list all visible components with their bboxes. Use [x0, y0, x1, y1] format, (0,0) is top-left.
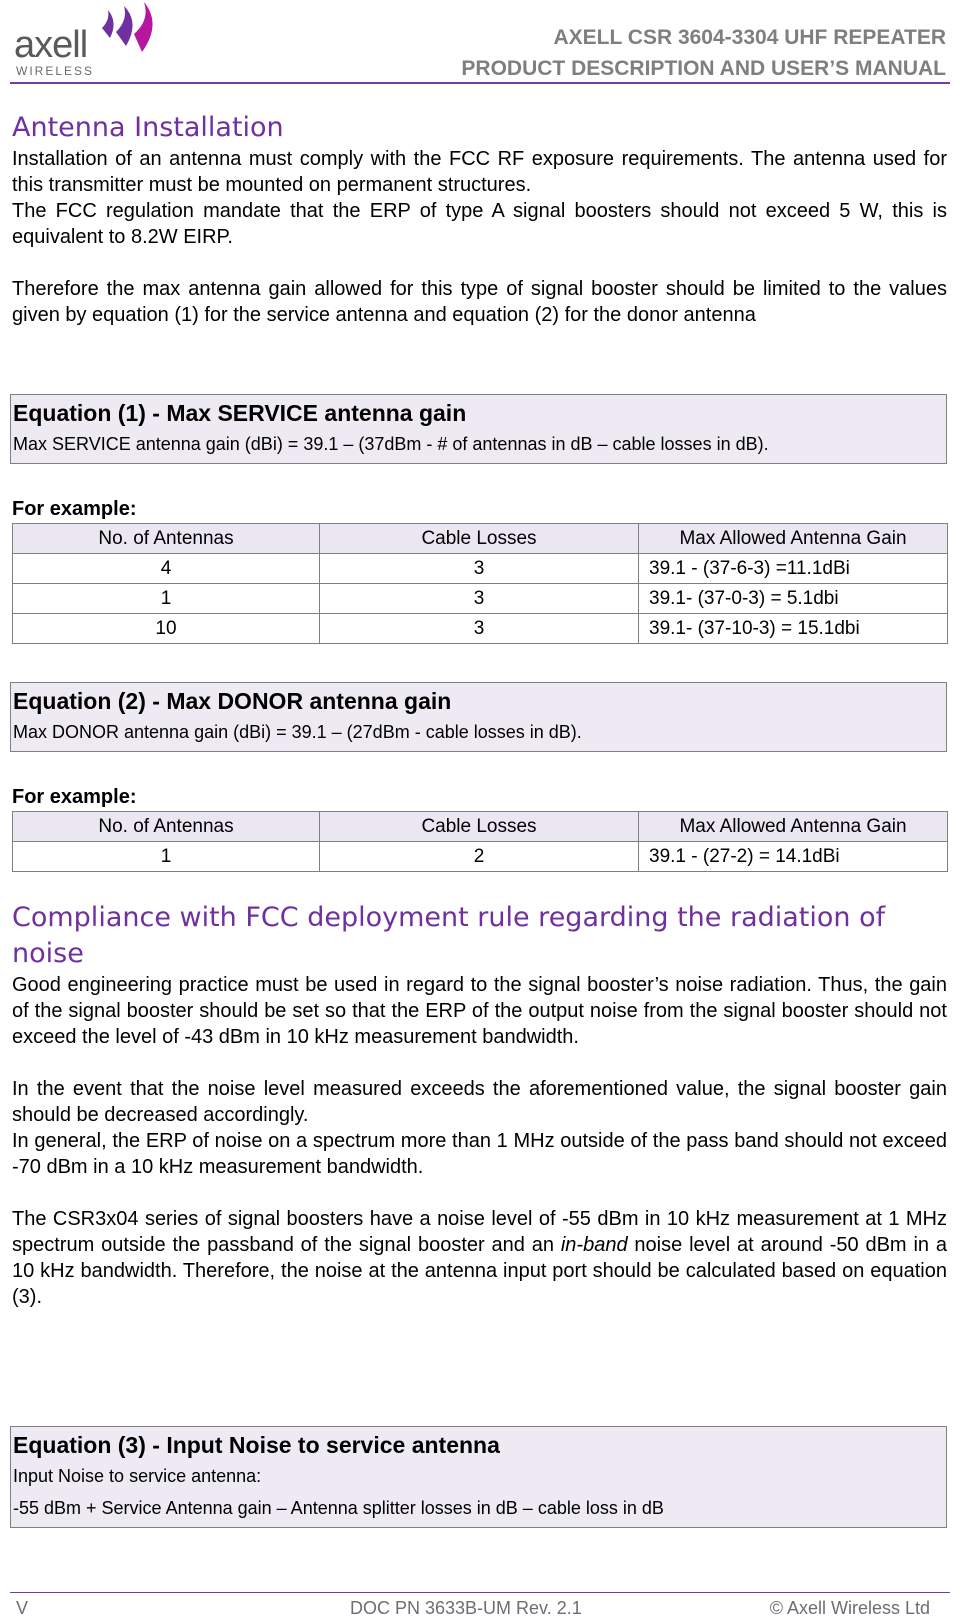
footer-page-number: V: [16, 1598, 29, 1618]
column-header: Cable Losses: [320, 812, 639, 842]
equation-2-title: Equation (2) - Max DONOR antenna gain: [13, 688, 452, 714]
table-row: [13, 584, 948, 614]
equation-1-title: Equation (1) - Max SERVICE antenna gain: [13, 400, 467, 426]
equation-2-formula: Max DONOR antenna gain (dBi) = 39.1 – (27dBm - cable losses in dB).: [13, 722, 582, 742]
logo-chevrons-icon: [96, 2, 160, 54]
axell-logo: [14, 2, 164, 78]
table-cell: 10: [13, 614, 320, 644]
table-cell: 3: [320, 554, 639, 584]
example-2-table: [12, 811, 948, 872]
compliance-text: [12, 972, 947, 1310]
paragraph: The FCC regulation mandate that the ERP of type A signal boosters should not exceed 5 W, this is equivalent to 8.2W EIRP.: [12, 200, 947, 248]
column-header: No. of Antennas: [13, 812, 320, 842]
footer-divider: [10, 1592, 950, 1593]
footer-document-number: DOC PN 3633B-UM Rev. 2.1: [350, 1598, 582, 1618]
antenna-installation-text: [12, 146, 947, 328]
table-cell: 4: [13, 554, 320, 584]
table-row: [13, 842, 948, 872]
table-row: [13, 554, 948, 584]
example-1-table: [12, 523, 948, 644]
text-run: The CSR3x04 series of signal boosters have a noise level of -55 dBm in 10 kHz measurement at 1 MHz spectrum outside the passband of the signal booster and an: [12, 1208, 947, 1256]
equation-3-line-1: Input Noise to service antenna:: [13, 1466, 262, 1486]
document-title: [461, 22, 946, 84]
footer-copyright: © Axell Wireless Ltd: [769, 1598, 930, 1618]
paragraph: Installation of an antenna must comply with the FCC RF exposure requirements. The antenna used for this transmitter must be mounted on permanent structures.: [12, 148, 947, 196]
equation-1-formula: Max SERVICE antenna gain (dBi) = 39.1 – (37dBm - # of antennas in dB – cable losses in dB).: [13, 434, 769, 454]
column-header: Max Allowed Antenna Gain: [639, 812, 948, 842]
section-heading-antenna-installation: Antenna Installation: [12, 112, 284, 143]
document-title-line-1: AXELL CSR 3604-3304 UHF REPEATER: [553, 26, 946, 49]
table-cell: 1: [13, 842, 320, 872]
table-header-row: [13, 524, 948, 554]
table-header-row: [13, 812, 948, 842]
table-cell: 3: [320, 584, 639, 614]
table-row: [13, 614, 948, 644]
table-cell: 1: [13, 584, 320, 614]
equation-3-box: [10, 1426, 947, 1528]
paragraph: [12, 1206, 947, 1310]
table-cell: 39.1- (37-10-3) = 15.1dbi: [639, 614, 948, 644]
paragraph: Therefore the max antenna gain allowed for this type of signal booster should be limited to the values given by equation (1) for the service antenna and equation (2) for the donor antenna: [12, 278, 947, 326]
table-cell: 39.1- (37-0-3) = 5.1dbi: [639, 584, 948, 614]
document-title-line-2: PRODUCT DESCRIPTION AND USER’S MANUAL: [461, 57, 946, 80]
logo-subtitle: WIRELESS: [16, 64, 95, 78]
equation-1-box: [10, 394, 947, 464]
paragraph: Good engineering practice must be used in regard to the signal booster’s noise radiation. Thus, the gain of the signal booster should be set so that the ERP of the output noise from the signal booster should not exceed the level of -43 dBm in 10 kHz measurement bandwidth.: [12, 974, 947, 1048]
equation-3-line-2: -55 dBm + Service Antenna gain – Antenna splitter losses in dB – cable loss in dB: [13, 1498, 664, 1518]
paragraph: In the event that the noise level measured exceeds the aforementioned value, the signal booster gain should be decreased accordingly.: [12, 1078, 947, 1126]
column-header: No. of Antennas: [13, 524, 320, 554]
table-cell: 39.1 - (37-6-3) =11.1dBi: [639, 554, 948, 584]
emphasis-in-band: in-band: [560, 1234, 628, 1256]
paragraph: In general, the ERP of noise on a spectrum more than 1 MHz outside of the pass band should not exceed -70 dBm in a 10 kHz measurement bandwidth.: [12, 1130, 947, 1178]
page-header: [0, 0, 960, 84]
equation-2-box: [10, 682, 947, 752]
column-header: Max Allowed Antenna Gain: [639, 524, 948, 554]
header-divider: [10, 82, 950, 84]
table-cell: 3: [320, 614, 639, 644]
table-cell: 39.1 - (27-2) = 14.1dBi: [639, 842, 948, 872]
section-heading-compliance: Compliance with FCC deployment rule regarding the radiation of noise: [12, 902, 886, 969]
example-2-label: For example:: [12, 786, 137, 808]
example-1-label: For example:: [12, 498, 137, 520]
table-cell: 2: [320, 842, 639, 872]
logo-wordmark: axell: [14, 24, 88, 66]
column-header: Cable Losses: [320, 524, 639, 554]
equation-3-title: Equation (3) - Input Noise to service antenna: [13, 1432, 500, 1458]
text-run: noise level at around -50 dBm in a 10 kHz bandwidth. Therefore, the noise at the antenna input port should be calculated based on equation (3).: [12, 1234, 947, 1308]
